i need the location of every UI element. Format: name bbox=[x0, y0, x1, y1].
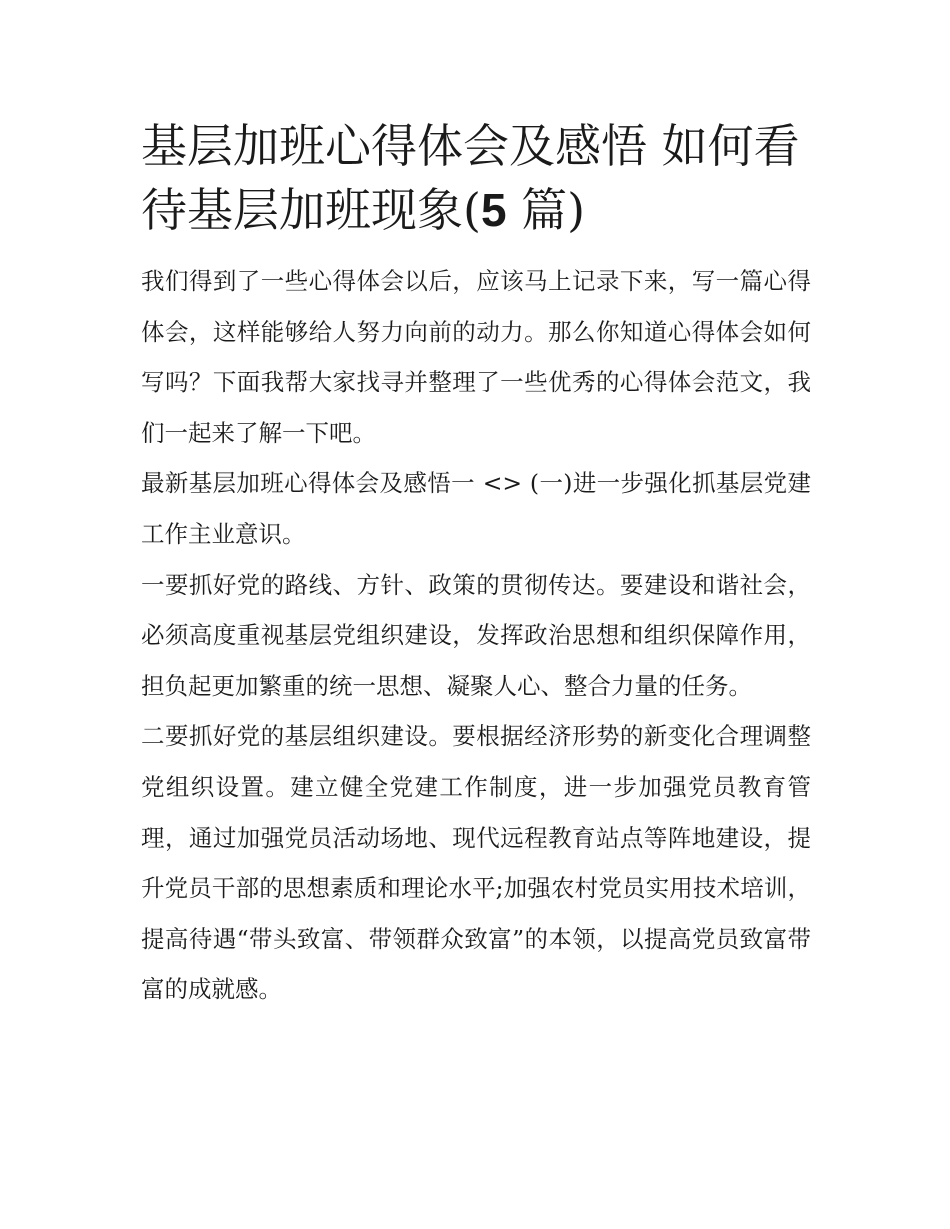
title-text: 基层加班心得体会及感悟 如何看待基层加班现象( bbox=[141, 119, 800, 237]
intro-paragraph: 我们得到了一些心得体会以后，应该马上记录下来，写一篇心得体会，这样能够给人努力向前的动力。那么你知道心得体会如何写吗？下面我帮大家找寻并整理了一些优秀的心得体会范文，我们一起来了解一下吧。 bbox=[141, 267, 811, 447]
document-title bbox=[141, 114, 811, 242]
body-paragraph-1: 一要抓好党的路线、方针、政策的贯彻传达。要建设和谐社会，必须高度重视基层党组织建设，发挥政治思想和组织保障作用，担负起更加繁重的统一思想、凝聚人心、整合力量的任务。 bbox=[141, 570, 811, 700]
title-count: 5 bbox=[480, 184, 507, 236]
body-paragraph-2: 二要抓好党的基层组织建设。要根据经济形势的新变化合理调整党组织设置。建立健全党建工作制度，进一步加强党员教育管理，通过加强党员活动场地、现代远程教育站点等阵地建设，提升党员干部的思想素质和理论水平;加强农村党员实用技术培训，提高待遇“带头致富、带领群众致富”的本领，以提高党员致富带富的成就感。 bbox=[141, 722, 811, 1004]
document-body bbox=[141, 114, 811, 1015]
section-heading-paragraph: 最新基层加班心得体会及感悟一 <> (一)进一步强化抓基层党建工作主业意识。 bbox=[141, 469, 811, 548]
title-suffix: 篇) bbox=[506, 183, 586, 237]
